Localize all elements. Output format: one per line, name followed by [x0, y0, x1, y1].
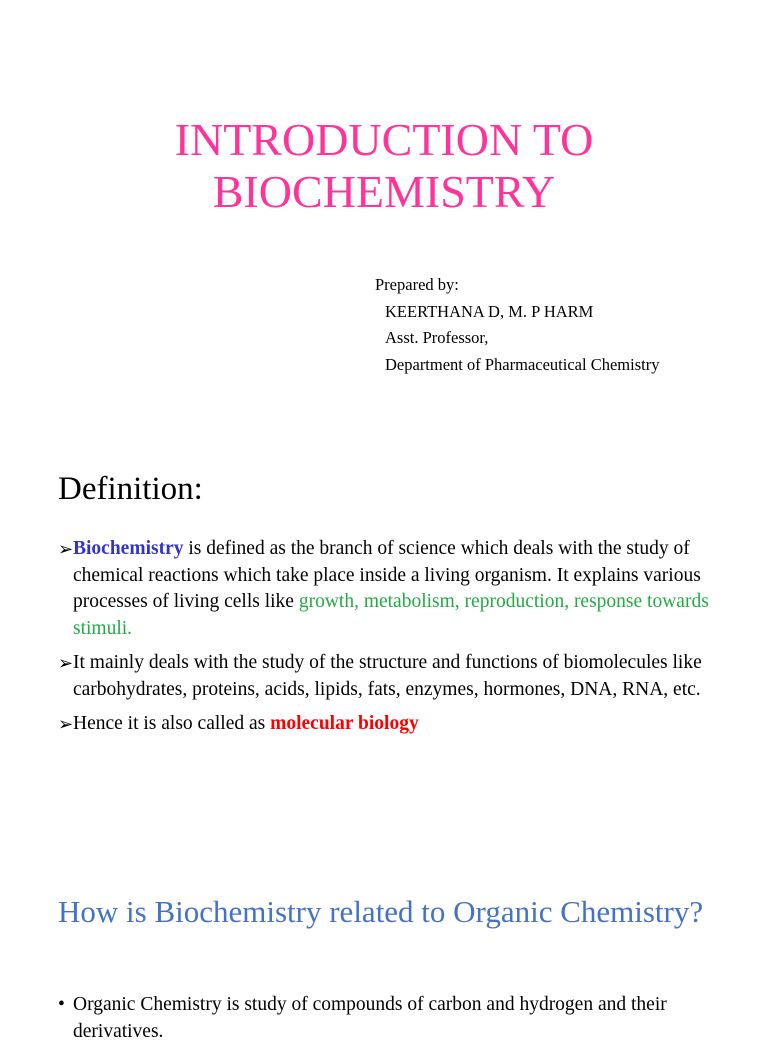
author-role: Asst. Professor, — [385, 328, 489, 347]
dot-bullet-icon: • — [58, 994, 65, 1015]
definition-text: is defined as the branch of science which deals with the study of chemical reactions which take place inside a living organism. It explains various processes of living cells like — [73, 538, 701, 612]
definition-bullet-3 — [58, 711, 718, 738]
organic-bullet-list — [58, 992, 718, 1045]
arrow-bullet-icon: ➢ — [58, 714, 74, 734]
organic-bullet-1 — [58, 992, 718, 1045]
biomolecules-text: It mainly deals with the study of the structure and functions of biomolecules like carbohydrates, proteins, acids, lipids, fats, enzymes, hormones, DNA, RNA, etc. — [73, 652, 702, 700]
definition-heading: Definition: — [58, 471, 203, 507]
prepared-by-label: Prepared by: — [375, 275, 459, 294]
title-line-2: BIOCHEMISTRY — [212, 166, 556, 217]
author-department: Department of Pharmaceutical Chemistry — [385, 354, 660, 374]
arrow-bullet-icon: ➢ — [58, 653, 74, 673]
title-line-1: INTRODUCTION TO — [174, 114, 594, 165]
molecular-biology-highlight: molecular biology — [270, 713, 419, 734]
processes-highlight: growth, metabolism, reproduction, response towards stimuli. — [73, 591, 709, 639]
definition-bullet-2 — [58, 650, 718, 703]
slide-title — [0, 0, 768, 440]
author-block — [375, 272, 659, 378]
definition-bullet-list — [58, 536, 718, 746]
slide-organic-chemistry — [0, 850, 768, 1042]
definition-bullet-1 — [58, 536, 718, 642]
slide-definition — [0, 440, 768, 850]
arrow-bullet-icon: ➢ — [58, 539, 74, 559]
author-name: KEERTHANA D, M. P HARM — [385, 301, 594, 321]
also-called-text: Hence it is also called as — [73, 713, 271, 734]
organic-chemistry-heading: How is Biochemistry related to Organic Chemistry? — [58, 894, 704, 929]
slide-title-heading — [0, 114, 768, 218]
biochemistry-term: Biochemistry — [73, 538, 184, 559]
organic-definition-text: Organic Chemistry is study of compounds of carbon and hydrogen and their derivatives. — [73, 994, 667, 1042]
